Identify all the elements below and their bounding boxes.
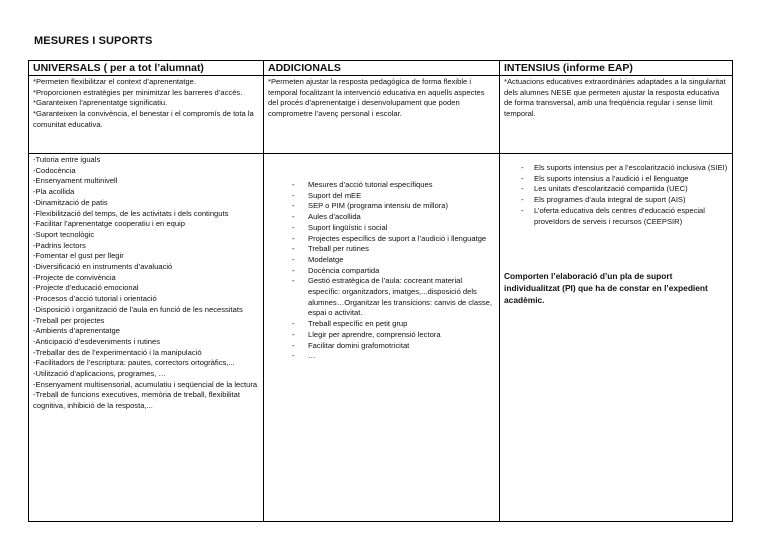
intro-universals [29,76,264,154]
universals-list-item: -Projecte d’educació emocional [33,283,139,293]
intensius-note: Comporten l’elaboració d’un pla de suport individualitzat (PI) que ha de constar en l’expedient acadèmic. [504,271,708,306]
intensius-list [504,163,728,227]
header-universals: UNIVERSALS ( per a tot l’alumnat) [29,61,264,76]
universals-list-item: -Flexibilització del temps, de les activitats i dels continguts [33,208,229,218]
universals-list-item: -Ensenyament multinivell [33,176,118,186]
addicionals-list-item: - Suport lingüístic i social [308,223,495,234]
addicionals-list-item: - Treball per rutines [308,244,495,255]
universals-list-item: -Tutoria entre iguals [33,155,101,164]
addicionals-list-item: - Treball específic en petit grup [308,319,495,330]
addicionals-list-item: - Modelatge [308,255,495,266]
addicionals-list-item: - Docència compartida [308,266,495,277]
universals-list-item: -Treball per projectes [33,315,105,325]
header-intensius: INTENSIUS (informe EAP) [500,61,733,76]
addicionals-list-item: - Aules d’acollida [308,212,495,223]
universals-list-item: -Diversificació en instruments d’avaluació [33,262,173,272]
intro-row [29,76,733,154]
intro-universals-line: *Garanteixen l’aprenentatge significatiu. [33,98,168,108]
intro-universals-line: *Permeten flexibilitzar el context d’aprenentatge. [33,77,196,86]
page-title: MESURES I SUPORTS [34,35,153,47]
intensius-cell [500,154,733,522]
addicionals-list-item: - Projectes específics de suport a l’audició i llenguatge [308,234,495,245]
intensius-list-item: - Els suports intensius per a l’escolarització inclusiva (SIEI) [534,163,728,174]
universals-list-item: -Codocència [33,165,76,175]
universals-list-item: -Utilització d’aplicacions, programes, … [33,369,166,379]
universals-list-item: -Anticipació d’esdeveniments i rutines [33,336,161,346]
content-row [29,154,733,522]
universals-list-item: -Facilitar l’aprenentatge cooperatiu i en equip [33,219,185,229]
addicionals-list [268,180,495,362]
universals-list-item: -Fomentar el gust per llegir [33,251,124,261]
header-row [29,61,733,76]
intro-addicionals [264,76,500,154]
universals-list-item: -Disposició i organització de l’aula en funció de les necessitats [33,304,243,314]
intro-universals-line: *Proporcionen estratègies per minimitzar les barreres d’accés. [33,87,243,97]
universals-list-item: -Treball de funcions executives, memòria de treball, flexibilitat cognitiva, inhibició de la resposta,... [33,390,240,411]
universals-cell [29,154,264,522]
intensius-list-item: - L’oferta educativa dels centres d’educació especial proveïdors de serveis i recursos (CEEPSIR) [534,206,728,227]
universals-list-item: -Procesos d’acció tutorial i orientació [33,294,157,304]
intro-universals-line: *Garanteixen la convivència, el benestar i el compromís de tota la comunitat educativa. [33,109,254,129]
intensius-list-item: - Els suports intensius a l’audició i el llenguatge [534,174,728,185]
addicionals-list-item: - Gestió estratègica de l’aula: cocreant material específic: organitzadors, imatges,...disposició dels alumnes…Organitzar les transicions: canvis de classe, espai o activitat. [308,276,495,319]
universals-list-item: -Projecte de convivència [33,272,116,282]
universals-list-item: -Padrins lectors [33,240,86,250]
addicionals-list-item: - … [308,351,495,362]
addicionals-list-item: - Mesures d’acció tutorial específiques [308,180,495,191]
header-addicionals: ADDICIONALS [264,61,500,76]
universals-list-item: -Dinamització de patis [33,197,108,207]
addicionals-list-item: - Facilitar domini grafomotricitat [308,341,495,352]
intensius-list-item: - Els programes d’aula integral de suport (AIS) [534,195,728,206]
universals-list-item: -Pla acollida [33,187,75,197]
measures-table [28,60,733,522]
universals-list-item: -Treballar des de l’experimentació i la manipulació [33,347,202,357]
addicionals-list-item: - SEP o PIM (programa intensiu de millora) [308,201,495,212]
addicionals-cell [264,154,500,522]
intro-intensius-text: *Actuacions educatives extraordinàries adaptades a la singularitat dels alumnes NESE que permeten ajustar la resposta educativa de forma transversal, amb una freqüència regular i sense límit temporal. [504,77,726,119]
intro-intensius [500,76,733,154]
universals-list-item: -Ambients d’aprenentatge [33,326,120,336]
universals-list-item: -Ensenyament multisensorial, acumulatiu i seqüencial de la lectura [33,379,258,389]
universals-list-item: -Facilitadors de l’escriptura: pautes, correctors ortogràfics,... [33,358,235,368]
intro-addicionals-text: *Permeten ajustar la resposta pedagògica de forma flexible i temporal focalitzant la intervenció educativa en aquells aspectes del procés d’aprenentatge i desenvolupament que poden comprometre l’avenç personal i escolar. [268,77,485,119]
universals-list [33,155,259,412]
addicionals-list-item: - Suport del mEE [308,191,495,202]
intensius-list-item: - Les unitats d’escolarització compartida (UEC) [534,184,728,195]
addicionals-list-item: - Llegir per aprendre, comprensió lectora [308,330,495,341]
universals-list-item: -Suport tecnològic [33,229,95,239]
